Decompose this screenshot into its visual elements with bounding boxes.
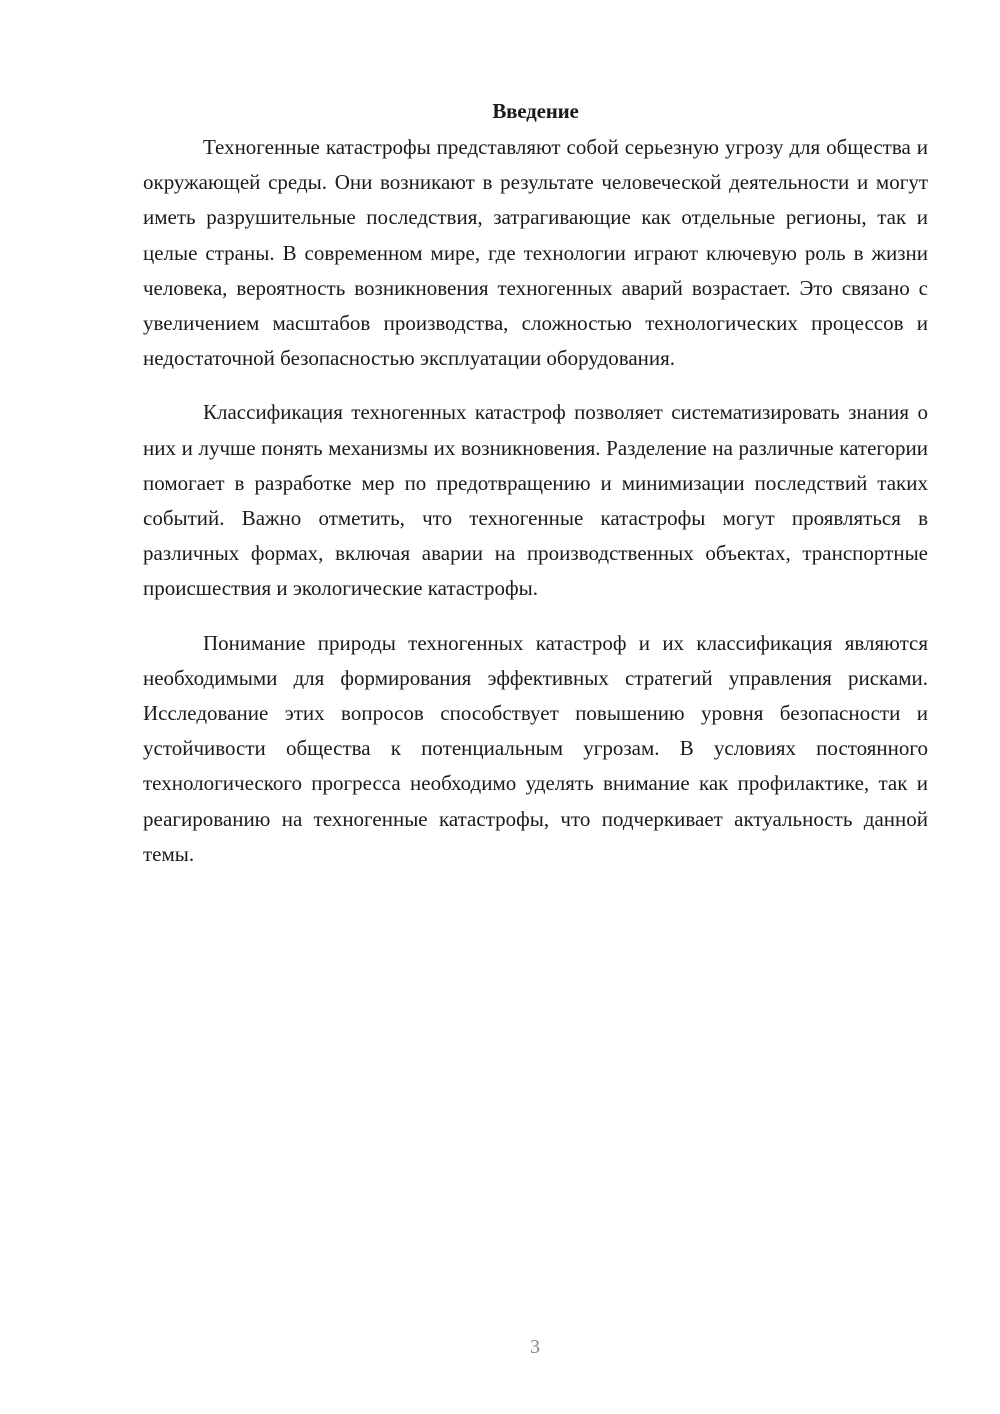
paragraph-2: Классификация техногенных катастроф позволяет систематизировать знания о них и лучше понять механизмы их возникновения. Разделение на различные категории помогает в разработке мер по предотвращению и минимизации последствий таких событий. Важно отметить, что техногенные катастрофы могут проявляться в различных формах, включая аварии на производственных объектах, транспортные происшествия и экологические катастрофы. xyxy=(143,400,928,601)
paragraph-3: Понимание природы техногенных катастроф и их классификация являются необходимыми для формирования эффективных стратегий управления рисками. Исследование этих вопросов способствует повышению уровня безопасности и устойчивости общества к потенциальным угрозам. В условиях постоянного технологического прогресса необходимо уделять внимание как профилактике, так и реагированию на техногенные катастрофы, что подчеркивает актуальность данной темы. xyxy=(143,630,928,866)
page-content xyxy=(143,96,928,891)
paragraph-1: Техногенные катастрофы представляют собой серьезную угрозу для общества и окружающей среды. Они возникают в результате человеческой деятельности и могут иметь разрушительные последствия, затрагивающие как отдельные регионы, так и целые страны. В современном мире, где технологии играют ключевую роль в жизни человека, вероятность возникновения техногенных аварий возрастает. Это связано с увеличением масштабов производства, сложностью технологических процессов и недостаточной безопасностью эксплуатации оборудования. xyxy=(143,135,928,371)
page-number: 3 xyxy=(530,1336,540,1358)
section-title: Введение xyxy=(492,99,579,123)
